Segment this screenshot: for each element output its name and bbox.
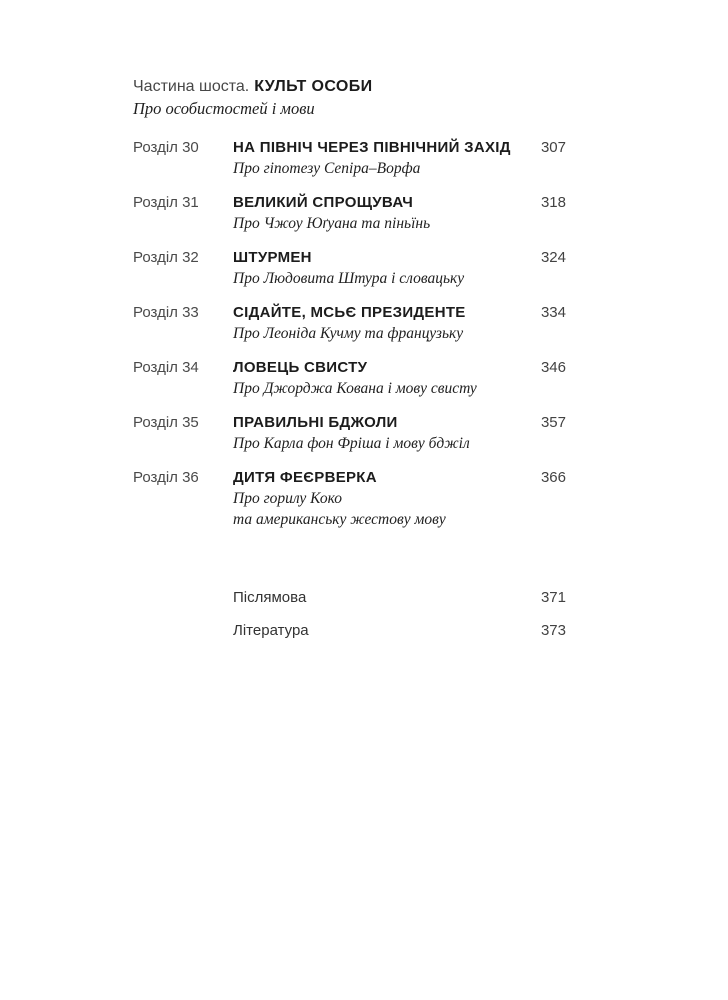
chapter-page-number: 334 xyxy=(540,304,566,321)
chapter-subtitle: Про гіпотезу Сепіра–Ворфа xyxy=(233,160,421,177)
back-matter-entry-afterword xyxy=(133,588,566,608)
toc-entry-chapter-35 xyxy=(133,413,566,454)
chapter-subtitle: Про Чжоу Юґуана та піньїнь xyxy=(233,215,431,232)
chapter-page-number: 318 xyxy=(540,194,566,211)
toc-entry-chapter-33 xyxy=(133,303,566,344)
back-matter-title: Література xyxy=(233,622,309,639)
part-label: Частина шоста. xyxy=(133,78,250,95)
part-title: КУЛЬТ ОСОБИ xyxy=(254,78,373,95)
chapter-page-number: 307 xyxy=(540,139,566,156)
part-subtitle: Про особистостей і мови xyxy=(133,99,315,118)
back-matter-page-number: 373 xyxy=(540,622,566,639)
chapter-label: Розділ 36 xyxy=(133,469,199,486)
chapter-title: СІДАЙТЕ, МСЬЄ ПРЕЗИДЕНТЕ xyxy=(233,304,466,321)
chapter-page-number: 346 xyxy=(540,359,566,376)
toc-entry-chapter-32 xyxy=(133,248,566,289)
chapter-title: ШТУРМЕН xyxy=(233,249,312,266)
chapter-subtitle: Про Карла фон Фріша і мову бджіл xyxy=(233,435,470,452)
chapter-subtitle-line2: та американську жестову мову xyxy=(233,511,446,528)
toc-entry-chapter-34 xyxy=(133,358,566,399)
chapter-subtitle: Про Леоніда Кучму та французьку xyxy=(233,325,464,342)
chapter-subtitle: Про Людовита Штура і словацьку xyxy=(233,270,465,287)
toc-content xyxy=(133,76,566,654)
part-heading xyxy=(133,76,566,98)
chapter-page-number: 366 xyxy=(540,469,566,486)
chapter-label: Розділ 35 xyxy=(133,414,199,431)
chapter-page-number: 357 xyxy=(540,414,566,431)
chapter-title: ПРАВИЛЬНІ БДЖОЛИ xyxy=(233,414,398,431)
toc-entry-chapter-30 xyxy=(133,138,566,179)
chapter-list xyxy=(133,138,566,530)
back-matter-list xyxy=(133,588,566,641)
chapter-title: ДИТЯ ФЕЄРВЕРКА xyxy=(233,469,377,486)
chapter-label: Розділ 31 xyxy=(133,194,199,211)
chapter-page-number: 324 xyxy=(540,249,566,266)
chapter-title: ВЕЛИКИЙ СПРОЩУВАЧ xyxy=(233,194,414,211)
back-matter-page-number: 371 xyxy=(540,589,566,606)
chapter-label: Розділ 30 xyxy=(133,139,199,156)
toc-entry-chapter-36 xyxy=(133,468,566,530)
back-matter-entry-bibliography xyxy=(133,621,566,641)
chapter-title: ЛОВЕЦЬ СВИСТУ xyxy=(233,359,368,376)
chapter-label: Розділ 34 xyxy=(133,359,199,376)
chapter-subtitle: Про Джорджа Кована і мову свисту xyxy=(233,380,477,397)
chapter-subtitle: Про горилу Коко xyxy=(233,490,343,507)
back-matter-title: Післямова xyxy=(233,589,307,606)
chapter-title: НА ПІВНІЧ ЧЕРЕЗ ПІВНІЧНИЙ ЗАХІД xyxy=(233,139,511,156)
toc-entry-chapter-31 xyxy=(133,193,566,234)
chapter-label: Розділ 33 xyxy=(133,304,199,321)
chapter-label: Розділ 32 xyxy=(133,249,199,266)
